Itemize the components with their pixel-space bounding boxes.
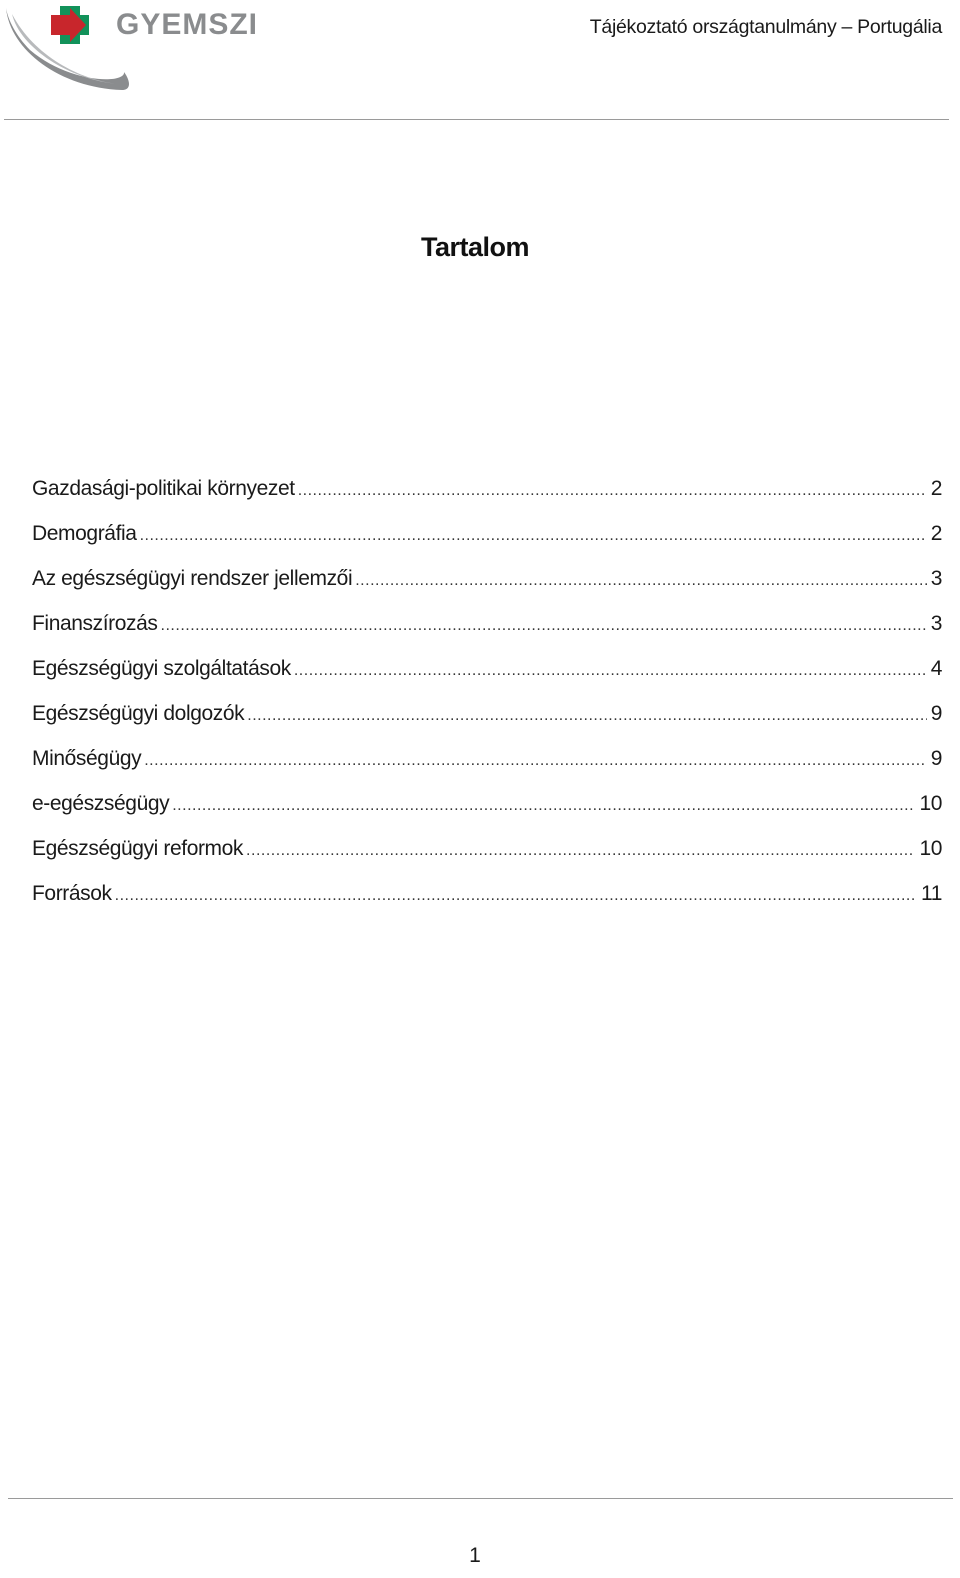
gyemszi-logo xyxy=(0,0,300,100)
toc-entry[interactable] xyxy=(32,567,942,612)
toc-entry-title: Az egészségügyi rendszer jellemzői xyxy=(32,567,353,590)
toc-entry[interactable] xyxy=(32,702,942,747)
toc-entry-page: 2 xyxy=(930,477,942,500)
toc-entry[interactable] xyxy=(32,612,942,657)
toc-entry-page: 11 xyxy=(921,882,942,905)
toc-entry-page: 9 xyxy=(930,702,942,725)
toc-entry[interactable] xyxy=(32,882,942,927)
toc-entry[interactable] xyxy=(32,792,942,837)
logo-wordmark: GYEMSZI xyxy=(116,8,259,41)
toc-dot-leader xyxy=(172,797,915,815)
toc-entry-title: Egészségügyi szolgáltatások xyxy=(32,657,291,680)
toc-entry[interactable] xyxy=(32,837,942,882)
toc-entry-page: 3 xyxy=(930,612,942,635)
toc-heading: Tartalom xyxy=(420,232,530,262)
page-header xyxy=(0,0,960,122)
toc-entry-title: Egészségügyi reformok xyxy=(32,837,244,860)
toc-dot-leader xyxy=(294,662,927,680)
toc-entry-title: e-egészségügy xyxy=(32,792,170,815)
toc-entry-title: Egészségügyi dolgozók xyxy=(32,702,245,725)
toc-entry[interactable] xyxy=(32,657,942,702)
toc-dot-leader xyxy=(144,752,926,770)
toc-entry[interactable] xyxy=(32,477,942,522)
toc-entry-page: 9 xyxy=(930,747,942,770)
toc-entry-page: 4 xyxy=(930,657,942,680)
header-divider xyxy=(4,119,949,120)
page-number: 1 xyxy=(469,1544,481,1567)
toc-entry-page: 10 xyxy=(919,837,942,860)
toc-dot-leader xyxy=(247,707,926,725)
toc-entry[interactable] xyxy=(32,522,942,567)
toc-dot-leader xyxy=(115,887,917,905)
toc-dot-leader xyxy=(298,482,927,500)
toc-entry[interactable] xyxy=(32,747,942,792)
toc-entry-page: 3 xyxy=(930,567,942,590)
document-title: Tájékoztató országtanulmány – Portugália xyxy=(589,16,942,38)
toc-entry-page: 2 xyxy=(930,522,942,545)
toc-entry-title: Finanszírozás xyxy=(32,612,158,635)
table-of-contents xyxy=(32,477,942,927)
toc-entry-title: Források xyxy=(32,882,112,905)
toc-entry-title: Gazdasági-politikai környezet xyxy=(32,477,295,500)
toc-entry-page: 10 xyxy=(919,792,942,815)
toc-dot-leader xyxy=(161,617,927,635)
toc-dot-leader xyxy=(355,572,926,590)
toc-entry-title: Minőségügy xyxy=(32,747,142,770)
toc-dot-leader xyxy=(140,527,927,545)
footer-divider xyxy=(8,1498,953,1499)
toc-entry-title: Demográfia xyxy=(32,522,137,545)
toc-dot-leader xyxy=(246,842,915,860)
